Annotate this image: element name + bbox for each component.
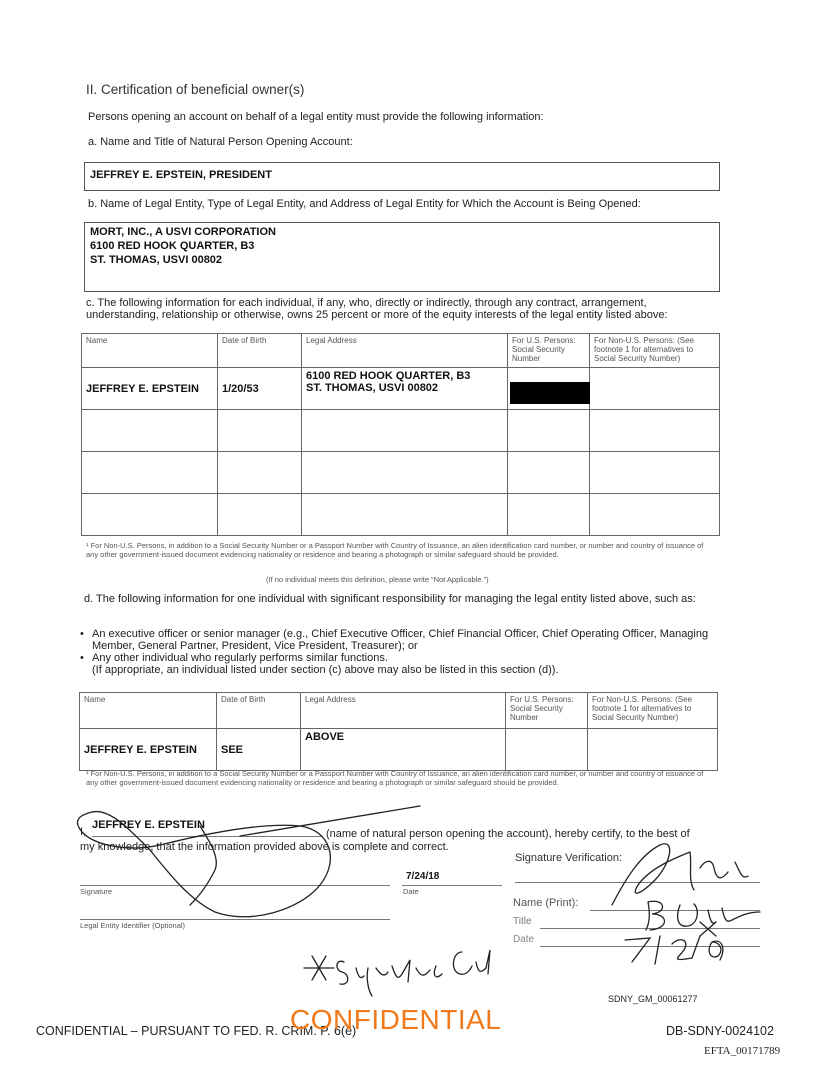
footnote-c: ¹ For Non-U.S. Persons, in addition to a Social Security Number or a Passport Number with Country of Issuance, an alien identification card number, or number and country of issuance of any other government-issued document evidencing nationality or residence and bearing a photograph or similar safeguard should be provided. (86, 541, 704, 559)
col-name-header: Name (82, 334, 218, 368)
title-handwriting (700, 922, 716, 936)
col-us-header: For U.S. Persons: Social Security Number (508, 334, 590, 368)
part-b-line: MORT, INC., A USVI CORPORATION (90, 226, 276, 238)
intro-text: Persons opening an account on behalf of a legal entity must provide the following information: (88, 111, 544, 123)
cert-prefix: I, (80, 826, 87, 838)
sig-verification-title: Signature Verification: (515, 852, 623, 864)
efta-number: EFTA_00171789 (704, 1045, 781, 1057)
manager-name-cell[interactable]: JEFFREY E. EPSTEIN (80, 729, 217, 771)
col-us-header: For U.S. Persons: Social Security Number (506, 693, 588, 729)
col-dob-header: Date of Birth (217, 693, 301, 729)
cert-name-field[interactable]: JEFFREY E. EPSTEIN (92, 819, 205, 831)
cert-text-2: my knowledge, that the information provided above is complete and correct. (80, 841, 449, 853)
part-b-label: b. Name of Legal Entity, Type of Legal Entity, and Address of Legal Entity for Which the Account is Being Opened: (88, 198, 641, 210)
manager-dob-cell[interactable]: SEE (217, 729, 301, 771)
part-c-label: c. The following information for each individual, if any, who, directly or indirectly, through any contract, arrangement, understanding, relationship or otherwise, owns 25 percent or more of the equity interests of the legal entity listed above: (86, 297, 668, 321)
verification-signature (612, 844, 748, 905)
lei-label: Legal Entity Identifier (Optional) (80, 921, 186, 930)
part-d-label: d. The following information for one individual with significant responsibility for managing the legal entity listed above, such as: (84, 593, 696, 605)
signature-label: Signature (80, 887, 113, 896)
bates-number: DB-SDNY-0024102 (666, 1024, 774, 1038)
owner-dob-cell[interactable]: 1/20/53 (218, 368, 302, 410)
confidential-stamp: CONFIDENTIAL (290, 1004, 502, 1035)
col-name-header: Name (80, 693, 217, 729)
not-applicable-note: (If no individual meets this definition, please write “Not Applicable.”) (266, 575, 489, 584)
title-label: Title (513, 916, 532, 927)
bullet-text: Any other individual who regularly performs similar functions. (92, 652, 388, 664)
part-a-value: JEFFREY E. EPSTEIN, PRESIDENT (90, 169, 272, 181)
owner-address-line: 6100 RED HOOK QUARTER, B3 (306, 370, 471, 382)
bullet-dot-icon: • (80, 628, 84, 640)
bullet-note: (If appropriate, an individual listed under section (c) above may also be listed in this section (d)). (92, 664, 559, 676)
part-b-line: 6100 RED HOOK QUARTER, B3 (90, 240, 255, 252)
part-a-label: a. Name and Title of Natural Person Opening Account: (88, 136, 353, 148)
verification-date-label: Date (513, 934, 535, 945)
sdny-doc-id: SDNY_GM_00061277 (608, 994, 698, 1004)
footnote-d: ¹ For Non-U.S. Persons, in addition to a Social Security Number or a Passport Number with Country of Issuance, an alien identification card number, or number and country of issuance of any other government-issued document evidencing nationality or residence and bearing a photograph or similar safeguard should be provided. (86, 769, 704, 787)
cert-text-1: (name of natural person opening the account), hereby certify, to the best of (326, 828, 690, 840)
signature-scribble (77, 806, 420, 917)
print-name-label: Name (Print): (513, 897, 579, 909)
col-dob-header: Date of Birth (218, 334, 302, 368)
col-nonus-header: For Non-U.S. Persons: (See footnote 1 for alternatives to Social Security Number) (588, 693, 718, 729)
bullet-text: An executive officer or senior manager (e.g., Chief Executive Officer, Chief Financial Officer, Chief Operating Officer, Managing Member, General Partner, President, Vice President, Treasurer); or (92, 628, 709, 652)
owner-address-line: ST. THOMAS, USVI 00802 (306, 382, 439, 394)
print-name-handwriting (646, 901, 760, 930)
date-label: Date (403, 887, 419, 896)
confidential-notice: CONFIDENTIAL – PURSUANT TO FED. R. CRIM. P. 6(e) (36, 1024, 357, 1038)
manager-address-cell[interactable]: ABOVE (301, 729, 506, 771)
signature-card-note (304, 950, 490, 996)
col-address-header: Legal Address (302, 334, 508, 368)
date-value[interactable]: 7/24/18 (406, 871, 440, 882)
owner-name-cell[interactable]: JEFFREY E. EPSTEIN (82, 368, 218, 410)
col-address-header: Legal Address (301, 693, 506, 729)
col-nonus-header: For Non-U.S. Persons: (See footnote 1 for alternatives to Social Security Number) (590, 334, 720, 368)
bullet-dot-icon: • (80, 652, 84, 664)
date-handwriting (625, 936, 723, 964)
section-title: II. Certification of beneficial owner(s) (86, 82, 305, 97)
part-b-line: ST. THOMAS, USVI 00802 (90, 254, 223, 266)
